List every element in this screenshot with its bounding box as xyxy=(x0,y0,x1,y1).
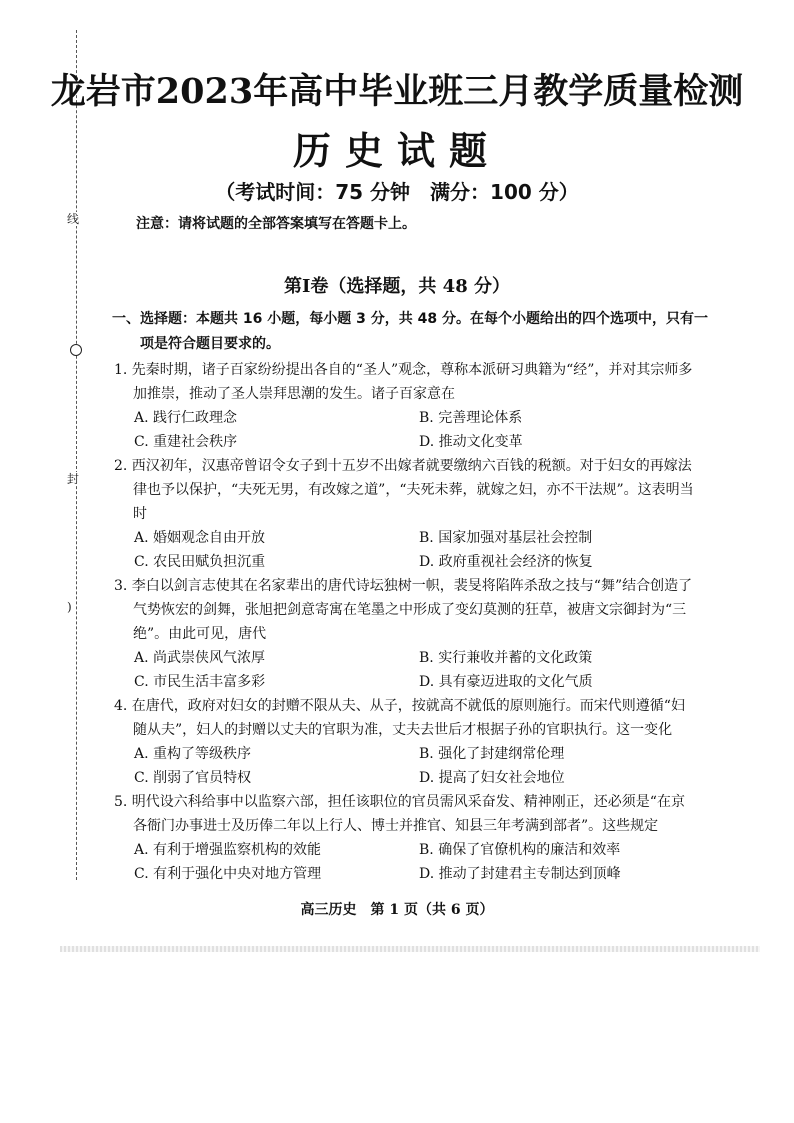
question-3 xyxy=(114,574,694,694)
option-b xyxy=(419,742,704,766)
option-letter: A. xyxy=(134,650,149,666)
option-b xyxy=(419,838,704,862)
binding-line-char: 线 xyxy=(67,212,80,226)
option-letter: B. xyxy=(419,842,434,858)
option-letter: C. xyxy=(134,674,149,690)
question-2 xyxy=(114,454,694,574)
option-letter: B. xyxy=(419,746,434,762)
option-grid xyxy=(114,406,694,454)
binding-seal-char: 封 xyxy=(67,472,80,486)
option-text: 确保了官僚机构的廉洁和效率 xyxy=(438,842,621,858)
option-grid xyxy=(114,742,694,790)
option-d xyxy=(419,670,704,694)
option-letter: D. xyxy=(419,434,435,450)
question-stem: 4. 在唐代，政府对妇女的封赠不限从夫、从子，按就高不就低的原则施行。而宋代则遵循“妇随从夫”，妇人的封赠以丈夫的官职为准，丈夫去世后才根据子孙的官职执行。这一变化 xyxy=(114,698,685,738)
option-grid xyxy=(114,646,694,694)
option-text: 推动了封建君主专制达到顶峰 xyxy=(438,866,621,882)
option-a xyxy=(134,646,419,670)
option-letter: D. xyxy=(419,866,435,882)
option-text: 市民生活丰富多彩 xyxy=(153,674,266,690)
option-text: 有利于强化中央对地方管理 xyxy=(153,866,322,882)
option-c xyxy=(134,670,419,694)
option-letter: B. xyxy=(419,410,434,426)
option-text: 重构了等级秩序 xyxy=(153,746,252,762)
option-text: 提高了妇女社会地位 xyxy=(438,770,565,786)
option-text: 政府重视社会经济的恢复 xyxy=(438,554,593,570)
option-d xyxy=(419,430,704,454)
exam-title: 龙岩市2023年高中毕业班三月教学质量检测 xyxy=(50,71,744,112)
option-letter: B. xyxy=(419,650,434,666)
binding-hole-circle xyxy=(70,344,82,356)
option-letter: D. xyxy=(419,770,435,786)
section-instructions: 一、选择题：本题共 16 小题，每小题 3 分，共 48 分。在每个小题给出的四个选项中，只有一项是符合题目要求的。 xyxy=(112,311,708,352)
option-b xyxy=(419,406,704,430)
option-c xyxy=(134,550,419,574)
option-text: 削弱了官员特权 xyxy=(153,770,252,786)
question-1 xyxy=(114,358,694,454)
question-4 xyxy=(114,694,694,790)
option-text: 尚武崇侠风气浓厚 xyxy=(153,650,266,666)
option-a xyxy=(134,406,419,430)
option-text: 推动文化变革 xyxy=(438,434,523,450)
notice-text: 注意：请将试题的全部答案填写在答题卡上。 xyxy=(136,216,416,232)
option-letter: B. xyxy=(419,530,434,546)
option-text: 婚姻观念自由开放 xyxy=(153,530,266,546)
option-b xyxy=(419,526,704,550)
part-title: 第Ⅰ卷（选择题，共 48 分） xyxy=(283,276,510,297)
option-a xyxy=(134,526,419,550)
question-stem: 1. 先秦时期，诸子百家纷纷提出各自的“圣人”观念，尊称本派研习典籍为“经”，并对其宗师多加推崇，推动了圣人崇拜思潮的发生。诸子百家意在 xyxy=(114,362,693,402)
option-letter: A. xyxy=(134,842,149,858)
option-letter: A. xyxy=(134,530,149,546)
option-text: 实行兼收并蓄的文化政策 xyxy=(438,650,593,666)
option-letter: C. xyxy=(134,770,149,786)
question-5 xyxy=(114,790,694,886)
option-text: 有利于增强监察机构的效能 xyxy=(153,842,322,858)
option-letter: C. xyxy=(134,434,149,450)
option-c xyxy=(134,766,419,790)
exam-info: （考试时间：75 分钟 满分：100 分） xyxy=(215,180,579,204)
subject-title: 历史试题 xyxy=(292,128,501,173)
option-a xyxy=(134,742,419,766)
option-text: 国家加强对基层社会控制 xyxy=(438,530,593,546)
option-text: 农民田赋负担沉重 xyxy=(153,554,266,570)
option-grid xyxy=(114,838,694,886)
scan-edge-divider xyxy=(60,946,760,952)
option-letter: C. xyxy=(134,554,149,570)
option-d xyxy=(419,766,704,790)
option-text: 完善理论体系 xyxy=(438,410,523,426)
question-stem: 5. 明代设六科给事中以监察六部，担任该职位的官员需风采奋发、精神刚正，还必须是“在京各衙门办事进士及历俸二年以上行人、博士并推官、知县三年考满到部者”。这些规定 xyxy=(114,794,685,834)
option-d xyxy=(419,550,704,574)
option-a xyxy=(134,838,419,862)
option-letter: D. xyxy=(419,674,435,690)
option-d xyxy=(419,862,704,886)
question-list xyxy=(114,358,694,886)
option-text: 强化了封建纲常伦理 xyxy=(438,746,565,762)
option-letter: A. xyxy=(134,410,149,426)
option-letter: A. xyxy=(134,746,149,762)
option-grid xyxy=(114,526,694,574)
option-text: 重建社会秩序 xyxy=(153,434,238,450)
question-stem: 2. 西汉初年，汉惠帝曾诏令女子到十五岁不出嫁者就要缴纳六百钱的税额。对于妇女的再嫁法律也予以保护，“夫死无男，有改嫁之道”，“夫死未葬，就嫁之妇，亦不干法规”。这表明当时 xyxy=(114,458,694,522)
binding-mark-char: ) xyxy=(67,600,72,614)
option-b xyxy=(419,646,704,670)
page-footer: 高三历史 第 1 页（共 6 页） xyxy=(300,902,494,918)
option-text: 践行仁政理念 xyxy=(153,410,238,426)
option-letter: D. xyxy=(419,554,435,570)
option-c xyxy=(134,862,419,886)
option-letter: C. xyxy=(134,866,149,882)
option-c xyxy=(134,430,419,454)
question-stem: 3. 李白以剑言志使其在名家辈出的唐代诗坛独树一帜，裴旻将陷阵杀敌之技与“舞”结合创造了气势恢宏的剑舞，张旭把剑意寄寓在笔墨之中形成了变幻莫测的狂草，被唐文宗御封为“三绝”。由此可见，唐代 xyxy=(114,578,693,642)
option-text: 具有豪迈进取的文化气质 xyxy=(438,674,593,690)
